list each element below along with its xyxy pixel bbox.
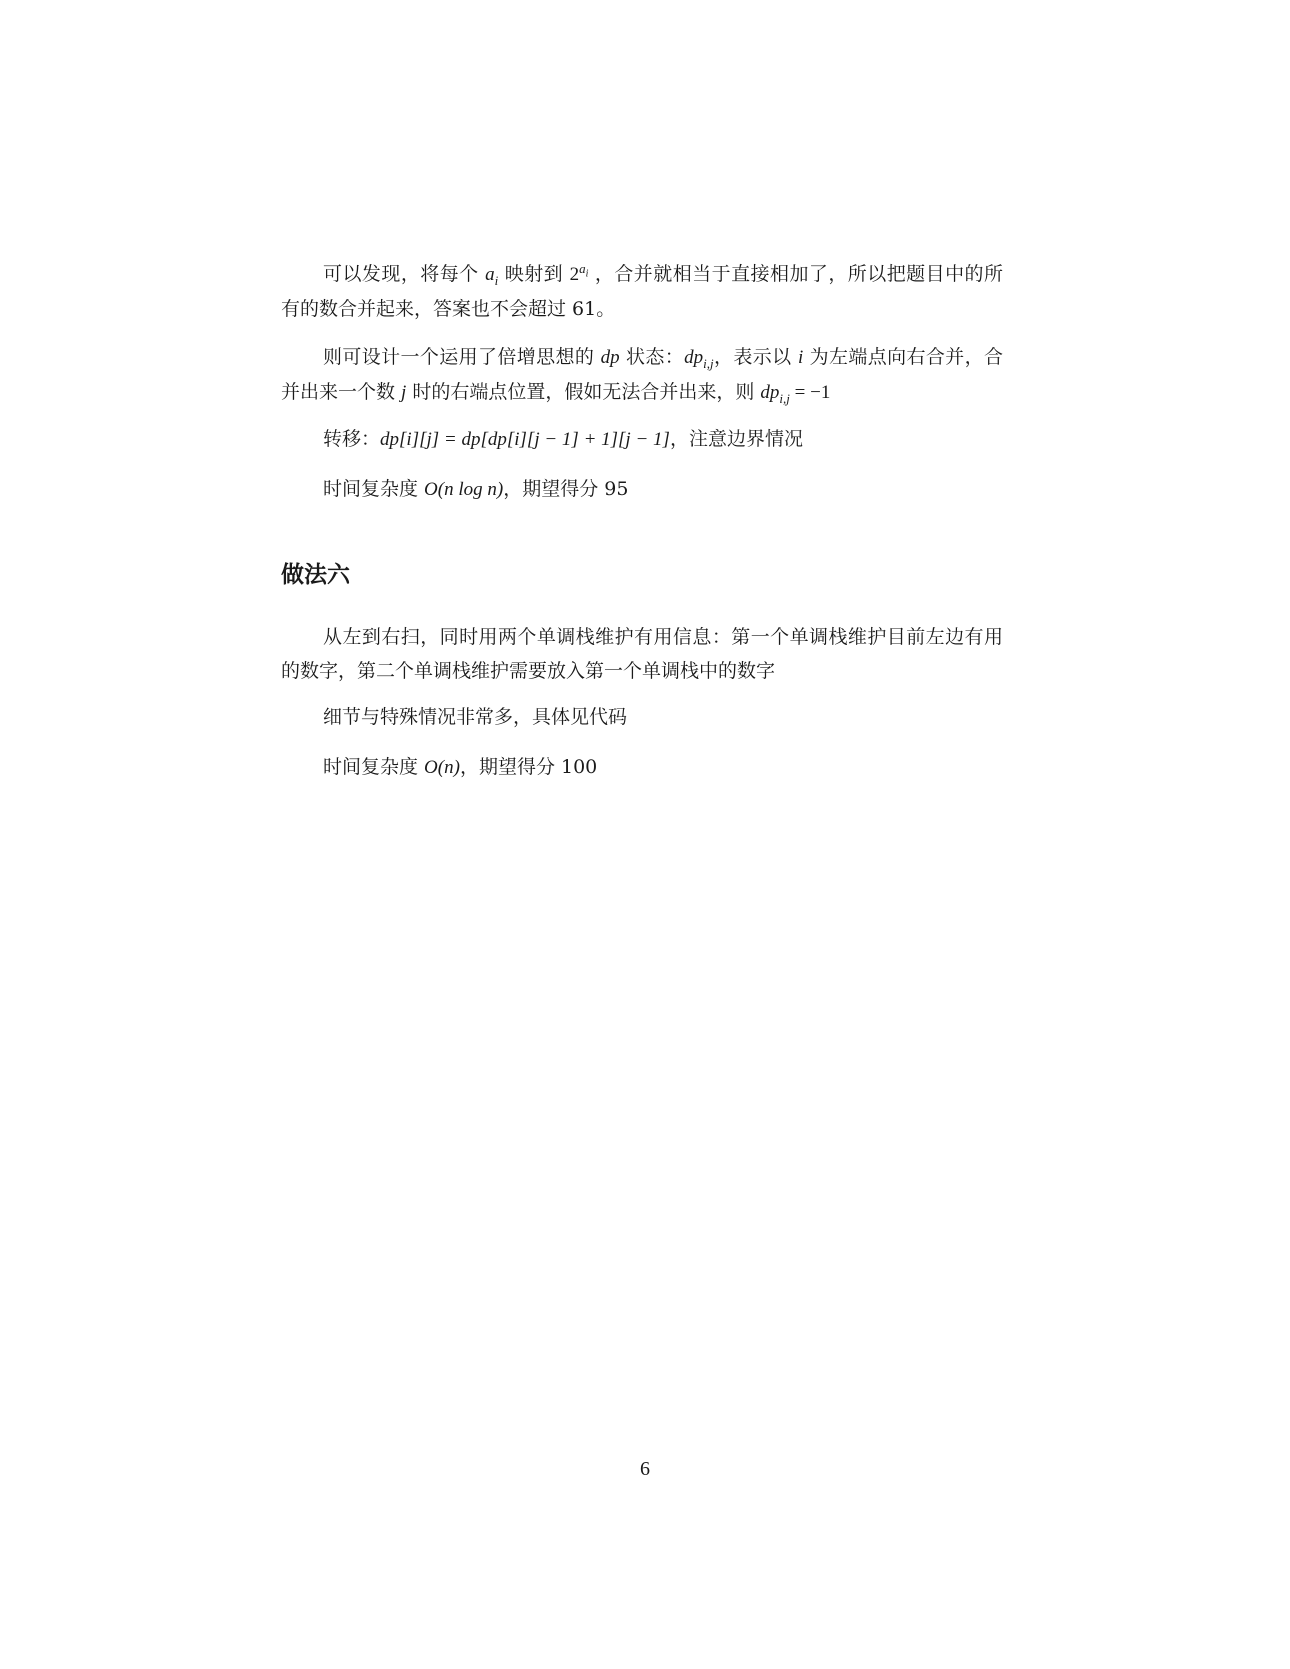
math-dp: dp <box>600 347 620 368</box>
text-run: 状态： <box>619 346 685 368</box>
text-run: 为左端点向右合并，合并出来一个数 <box>281 346 1003 403</box>
text-run: ，期望得分 100 <box>459 756 598 778</box>
text-run: 细节与特殊情况非常多，具体见代码 <box>323 706 628 728</box>
text-run: 则可设计一个运用了倍增思想的 <box>323 346 601 368</box>
math-complexity: O(n log n) <box>424 479 504 500</box>
section5-para-2 <box>281 340 1003 410</box>
section5-para-4 <box>281 472 1003 507</box>
text-run: 可以发现，将每个 <box>323 263 486 285</box>
math-2-pow-a-i: $2^{a_i}$ <box>569 260 589 285</box>
text-run: 映射到 <box>498 263 570 285</box>
math-j: j <box>401 382 407 403</box>
text-run: 时的右端点位置，假如无法合并出来，则 <box>406 381 761 403</box>
math-eq-minus-one: = −1 <box>789 382 831 403</box>
text-run: ，表示以 <box>713 346 798 368</box>
math-dp-ij-eq: $dp_{i,j}$ <box>760 382 790 406</box>
section6-para-3 <box>281 750 1003 785</box>
math-a-i: $a_i$ <box>485 264 499 288</box>
section6-heading: 做法六 <box>281 562 350 588</box>
math-dp-ij: $dp_{i,j}$ <box>684 347 714 371</box>
text-run: ，期望得分 95 <box>503 478 629 500</box>
page-number: 6 <box>640 1458 650 1480</box>
text-run: ，合并就相当于直接相加了，所以把题目中的所有的数合并起来，答案也不会超过 61。 <box>281 263 1003 320</box>
section6-para-1 <box>281 620 1003 688</box>
text-run: ，注意边界情况 <box>669 428 803 450</box>
math-i: i <box>797 347 804 368</box>
text-run: 时间复杂度 <box>323 478 425 500</box>
math-transition-formula: dp[i][j] = dp[dp[i][j − 1] + 1][j − 1] <box>380 429 670 450</box>
text-run: 从左到右扫，同时用两个单调栈维护有用信息：第一个单调栈维护目前左边有用的数字，第二个单调栈维护需要放入第一个单调栈中的数字 <box>281 626 1003 682</box>
text-run: 转移： <box>323 428 381 450</box>
math-complexity: O(n) <box>424 757 460 778</box>
text-run: 时间复杂度 <box>323 756 425 778</box>
section5-para-3 <box>281 422 1003 457</box>
section6-para-2 <box>281 700 1003 734</box>
section5-para-1 <box>281 257 1003 326</box>
